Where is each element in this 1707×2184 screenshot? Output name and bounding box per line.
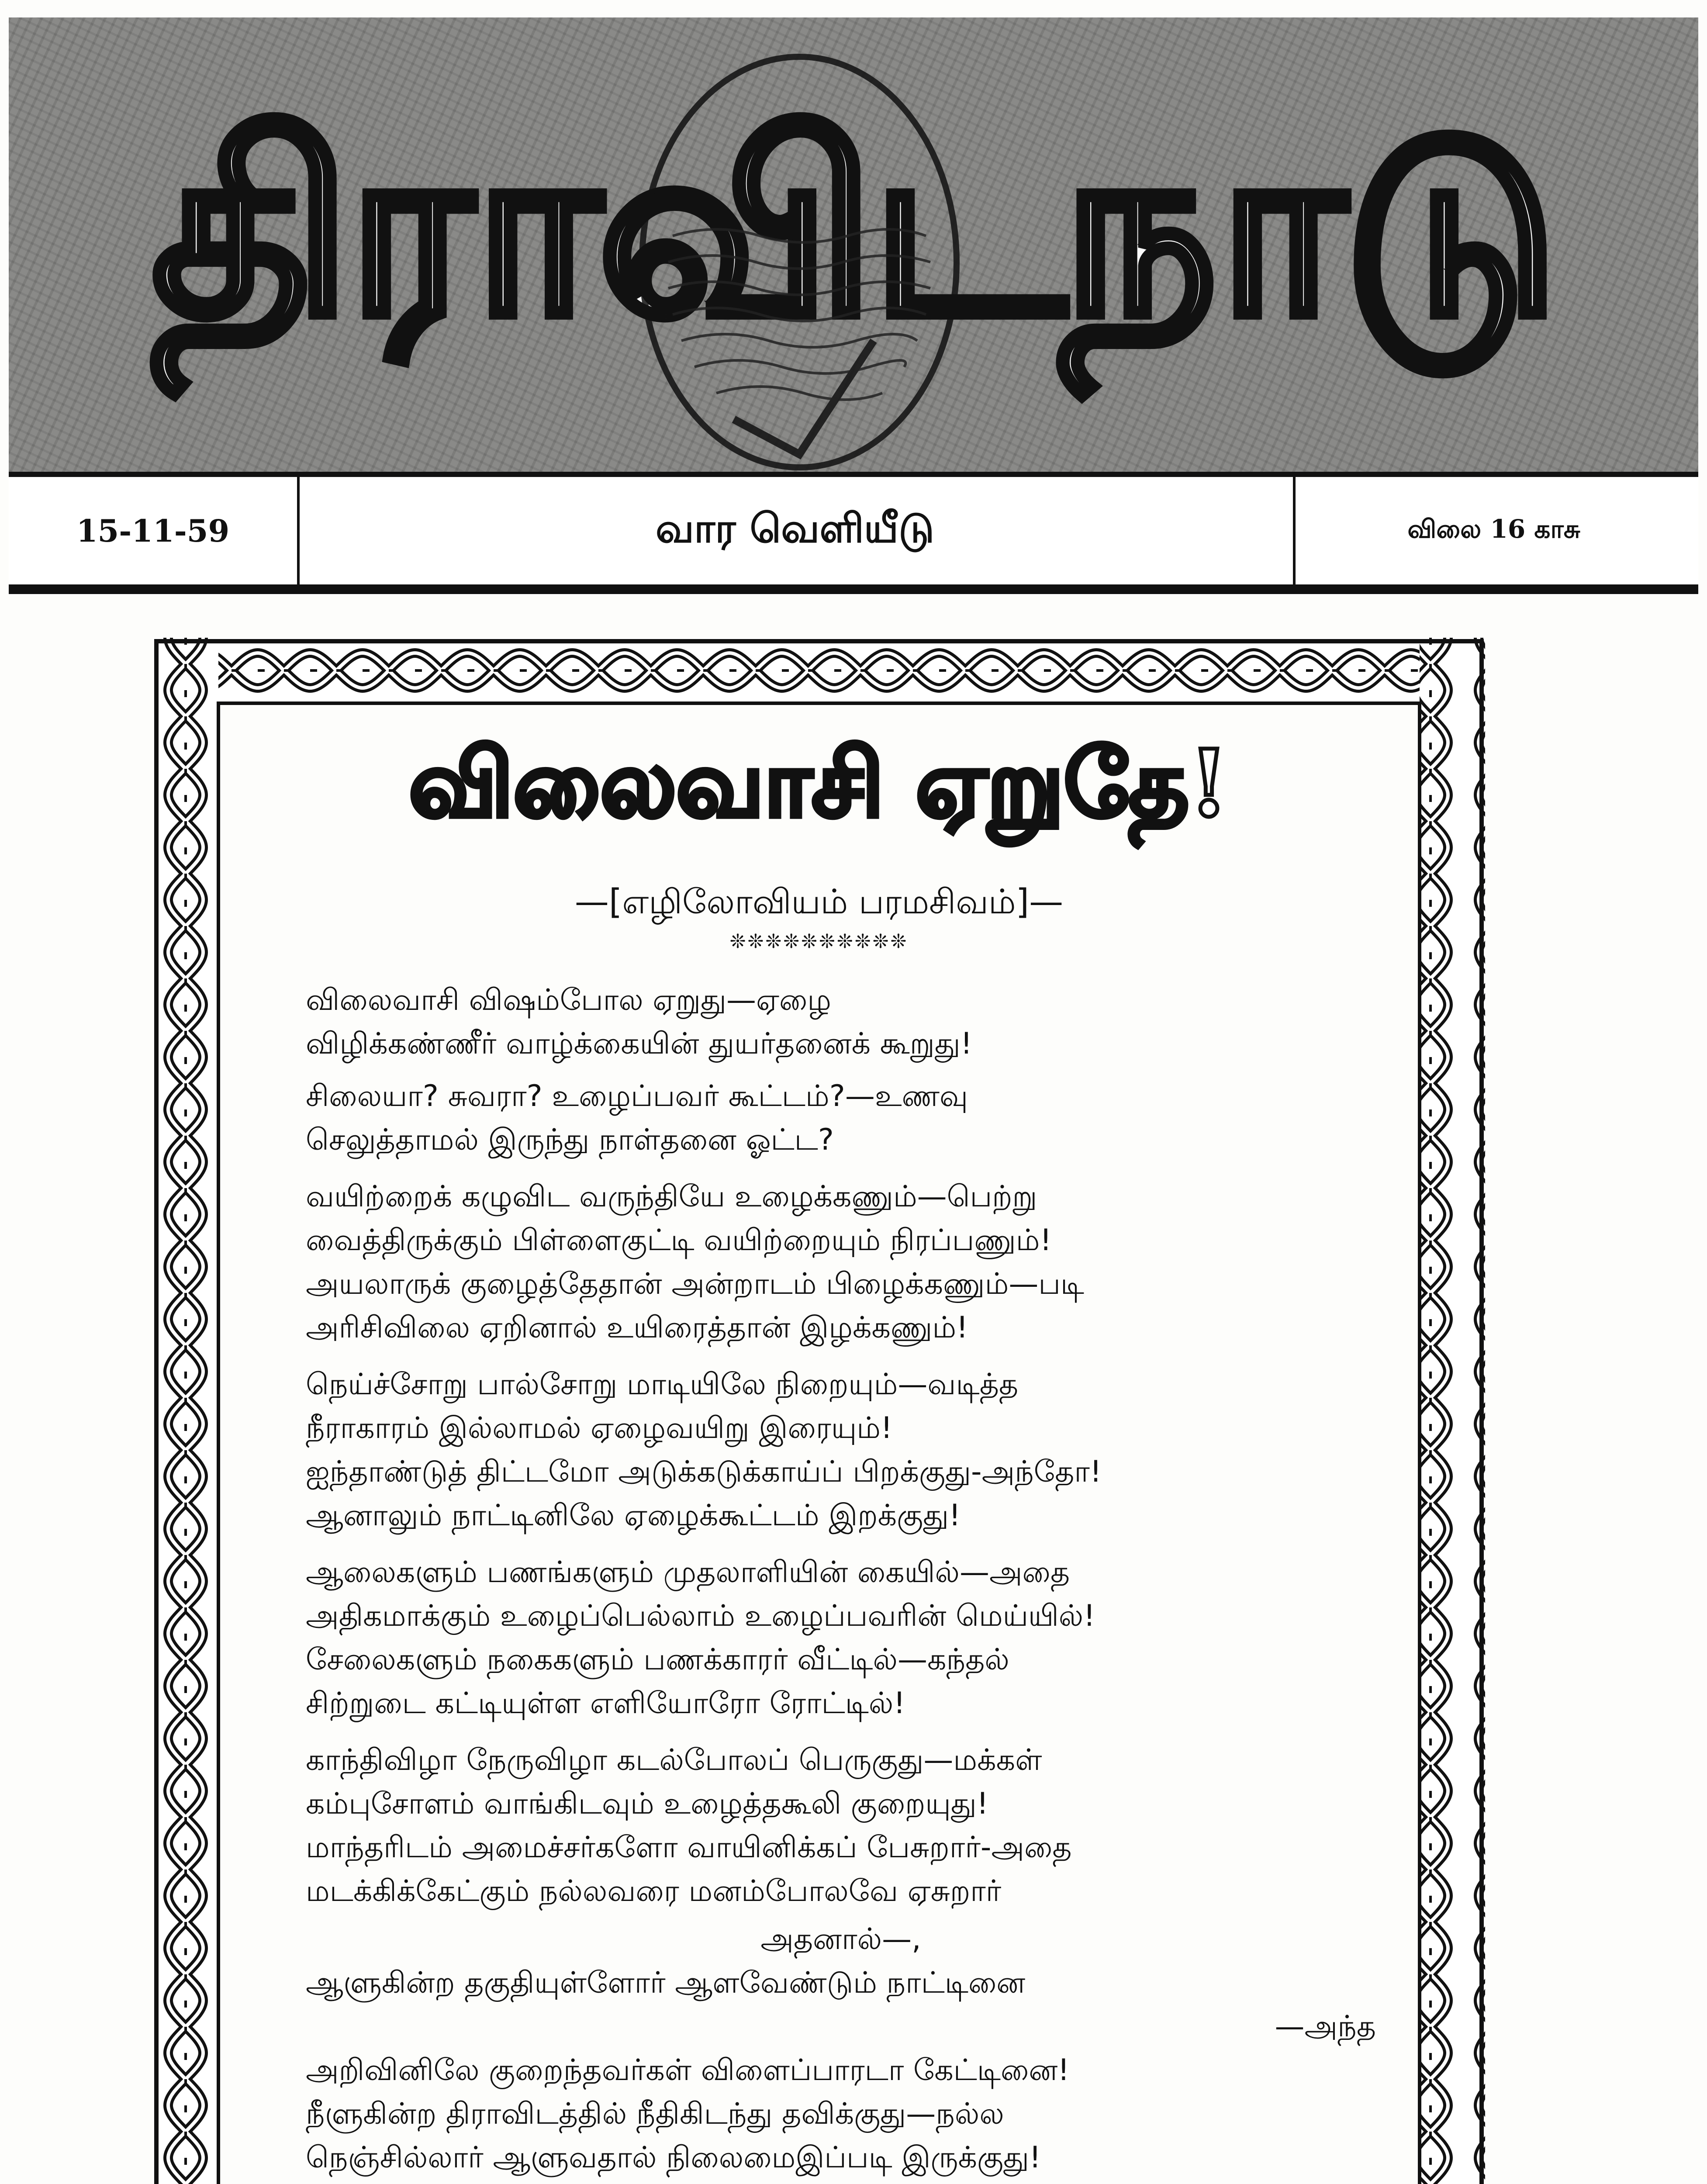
poem-author: —[எழிலோவியம் பரமசிவம்]— xyxy=(574,882,1064,922)
ornament-divider: ❊❊❊❊❊❊❊❊❊❊ xyxy=(729,930,909,953)
poem-content xyxy=(236,712,1402,2184)
poem-line: வைத்திருக்கும் பிள்ளைகுட்டி வயிற்றையும் நிரப்பணும்! xyxy=(306,1223,1052,1258)
poem-line: சிலையா? சுவரா? உழைப்பவர் கூட்டம்?—உணவு xyxy=(306,1079,968,1113)
poem-title: விலைவாசி ஏறுதே! xyxy=(409,729,1229,837)
poem-line: விழிக்கண்ணீர் வாழ்க்கையின் துயர்தனைக் கூறுது! xyxy=(306,1026,972,1061)
poem-line: ஆலைகளும் பணங்களும் முதலாளியின் கையில்—அதை xyxy=(306,1555,1070,1590)
poem-line: விலைவாசி விஷம்போல ஏறுது—ஏழை xyxy=(306,983,832,1017)
stanza xyxy=(306,1738,1376,1913)
stanza xyxy=(306,978,1376,1066)
poem-line: செலுத்தாமல் இருந்து நாள்தனை ஓட்ட? xyxy=(306,1123,834,1157)
stanza xyxy=(306,1075,1376,1162)
poem-line: நெஞ்சில்லார் ஆளுவதால் நிலைமைஇப்படி இருக்குது! xyxy=(306,2140,1041,2175)
poem-line: சிற்றுடை கட்டியுள்ள எளியோரோ ரோட்டில்! xyxy=(306,1686,905,1721)
dateline-divider xyxy=(1293,477,1296,584)
stanza xyxy=(306,1363,1376,1538)
poem-line: அயலாருக் குழைத்தேதான் அன்றாடம் பிழைக்கணும்—படி xyxy=(306,1267,1085,1301)
poem-line: —அந்த xyxy=(1275,2009,1376,2044)
rising-sun-emblem-icon xyxy=(542,35,1057,472)
poem-line: ஐந்தாண்டுத் திட்டமோ அடுக்கடுக்காய்ப் பிறக்குது-அந்தோ! xyxy=(306,1455,1102,1489)
dateline-divider xyxy=(297,477,300,584)
stanza xyxy=(306,1551,1376,1725)
stanza xyxy=(306,1175,1376,1350)
masthead-banner xyxy=(9,17,1698,472)
price-label: விலை 16 காசு xyxy=(1407,514,1580,544)
poem-panel xyxy=(153,638,1485,2184)
poem-line: மடக்கிக்கேட்கும் நல்லவரை மனம்போலவே ஏசுறார் xyxy=(306,1874,1002,1908)
poem-line: வயிற்றைக் கழுவிட வருந்தியே உழைக்கணும்—பெற்று xyxy=(306,1179,1037,1214)
poem-line: ஆளுகின்ற தகுதியுள்ளோர் ஆளவேண்டும் நாட்டினை xyxy=(306,1966,1026,2000)
poem-line: அதிகமாக்கும் உழைப்பெல்லாம் உழைப்பவரின் மெய்யில்! xyxy=(306,1599,1095,1633)
poem-line: நெய்ச்சோறு பால்சோறு மாடியிலே நிறையும்—வடித்த xyxy=(306,1367,1019,1402)
poem-line: அரிசிவிலை ஏறினால் உயிரைத்தான் இழக்கணும்! xyxy=(306,1310,968,1345)
newspaper-title: திராவிடநாடு xyxy=(151,86,1556,371)
poem-line: அறிவினிலே குறைந்தவர்கள் விளைப்பாரடா கேட்டினை! xyxy=(306,2053,1070,2087)
closing-stanza xyxy=(306,1918,1376,2180)
issue-date: 15-11-59 xyxy=(76,512,230,549)
poem-line: ஆனாலும் நாட்டினிலே ஏழைக்கூட்டம் இறக்குது! xyxy=(306,1498,961,1533)
poem-line: காந்திவிழா நேருவிழா கடல்போலப் பெருகுது—மக்கள் xyxy=(306,1743,1042,1777)
poem-line: நீளுகின்ற திராவிடத்தில் நீதிகிடந்து தவிக்குது—நல்ல xyxy=(306,2097,1004,2131)
poem-line: நீராகாரம் இல்லாமல் ஏழைவயிறு இரையும்! xyxy=(306,1411,893,1445)
poem-line: மாந்தரிடம் அமைச்சர்களோ வாயினிக்கப் பேசுறார்-அதை xyxy=(306,1830,1072,1865)
poem-line: கம்புசோளம் வாங்கிடவும் உழைத்தகூலி குறையுது! xyxy=(306,1787,989,1821)
edition-label: வார வெளியீடு xyxy=(655,504,935,552)
poem-line: அதனால்—, xyxy=(760,1922,921,1956)
poem-line: சேலைகளும் நகைகளும் பணக்காரர் வீட்டில்—கந்தல் xyxy=(306,1642,1009,1677)
dateline-bar xyxy=(9,472,1698,594)
